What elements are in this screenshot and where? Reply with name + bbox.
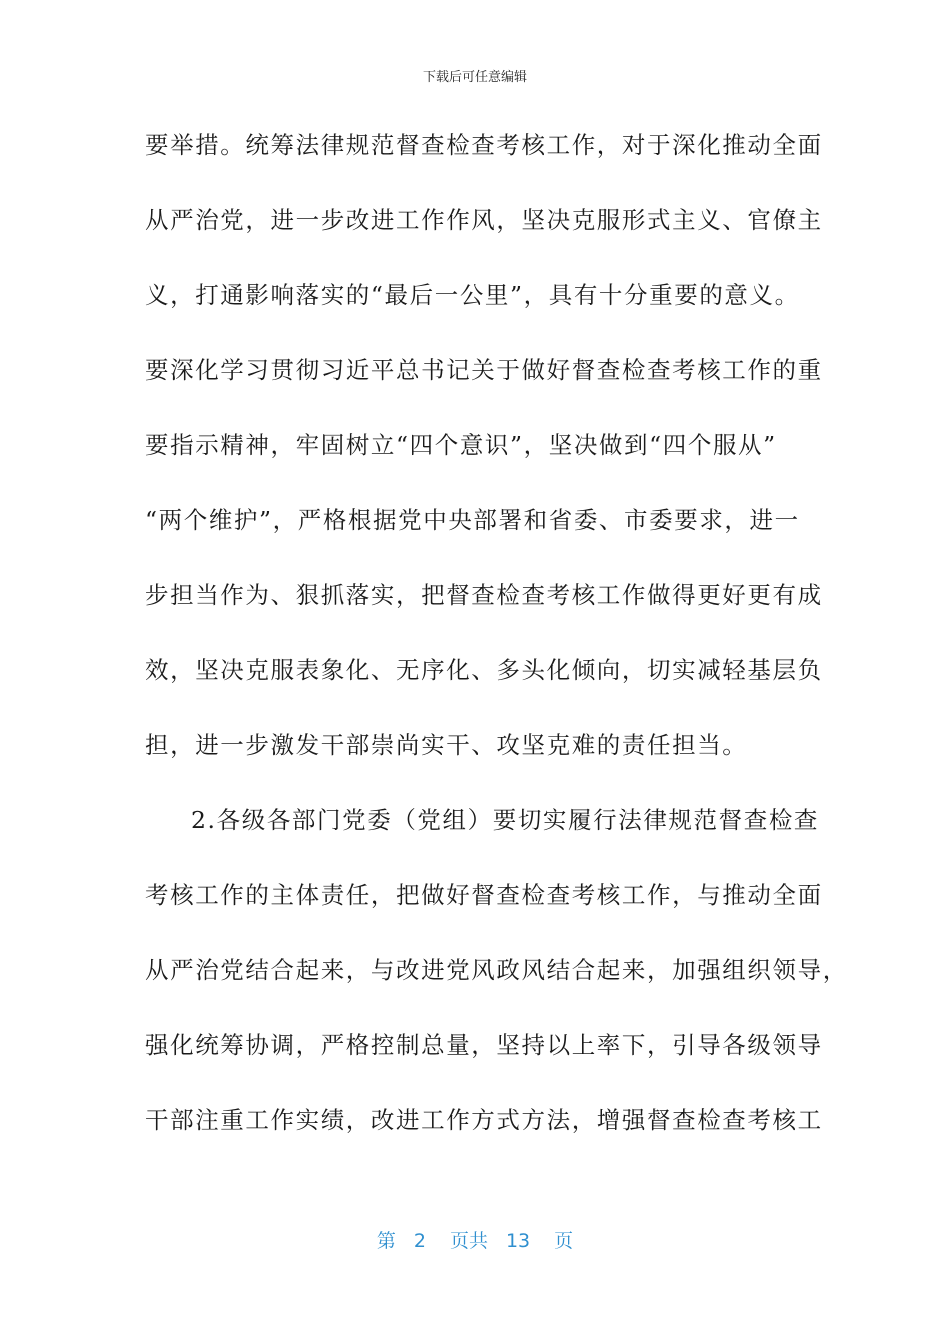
text-line: 义，打通影响落实的“最后一公里”，具有十分重要的意义。 — [145, 281, 800, 309]
text-line: 考核工作的主体责任，把做好督查检查考核工作，与推动全面 — [145, 881, 823, 909]
text-line: 从严治党结合起来，与改进党风政风结合起来，加强组织领导， — [145, 956, 848, 984]
text-line: 干部注重工作实绩，改进工作方式方法，增强督查检查考核工 — [145, 1106, 823, 1134]
text-line: 要指示精神，牢固树立“四个意识”，坚决做到“四个服从” — [145, 431, 777, 459]
text-line: 步担当作为、狠抓落实，把督查检查考核工作做得更好更有成 — [145, 581, 823, 609]
paragraph-start-line: 2.各级各部门党委（党组）要切实履行法律规范督查检查 — [191, 806, 820, 834]
footer-total-pages: 13 — [505, 1230, 531, 1252]
text-line: 效，坚决克服表象化、无序化、多头化倾向，切实减轻基层负 — [145, 656, 823, 684]
footer-prefix: 第 — [376, 1230, 396, 1252]
footer-page-number: 2 — [413, 1230, 426, 1252]
text-line: “两个维护”，严格根据党中央部署和省委、市委要求，进一 — [145, 506, 800, 534]
text-line: 要深化学习贯彻习近平总书记关于做好督查检查考核工作的重 — [145, 356, 823, 384]
text-line: 从严治党，进一步改进工作作风，坚决克服形式主义、官僚主 — [145, 206, 823, 234]
text-line: 强化统筹协调，严格控制总量，坚持以上率下，引导各级领导 — [145, 1031, 823, 1059]
footer-suffix: 页 — [554, 1230, 574, 1252]
text-line: 担，进一步激发干部崇尚实干、攻坚克难的责任担当。 — [145, 731, 748, 759]
document-body — [145, 120, 848, 1170]
header-note: 下载后可任意编辑 — [422, 70, 527, 85]
page-footer — [0, 1226, 950, 1253]
text-line: 要举措。统筹法律规范督查检查考核工作，对于深化推动全面 — [145, 131, 823, 159]
footer-middle: 页共 — [449, 1230, 488, 1252]
